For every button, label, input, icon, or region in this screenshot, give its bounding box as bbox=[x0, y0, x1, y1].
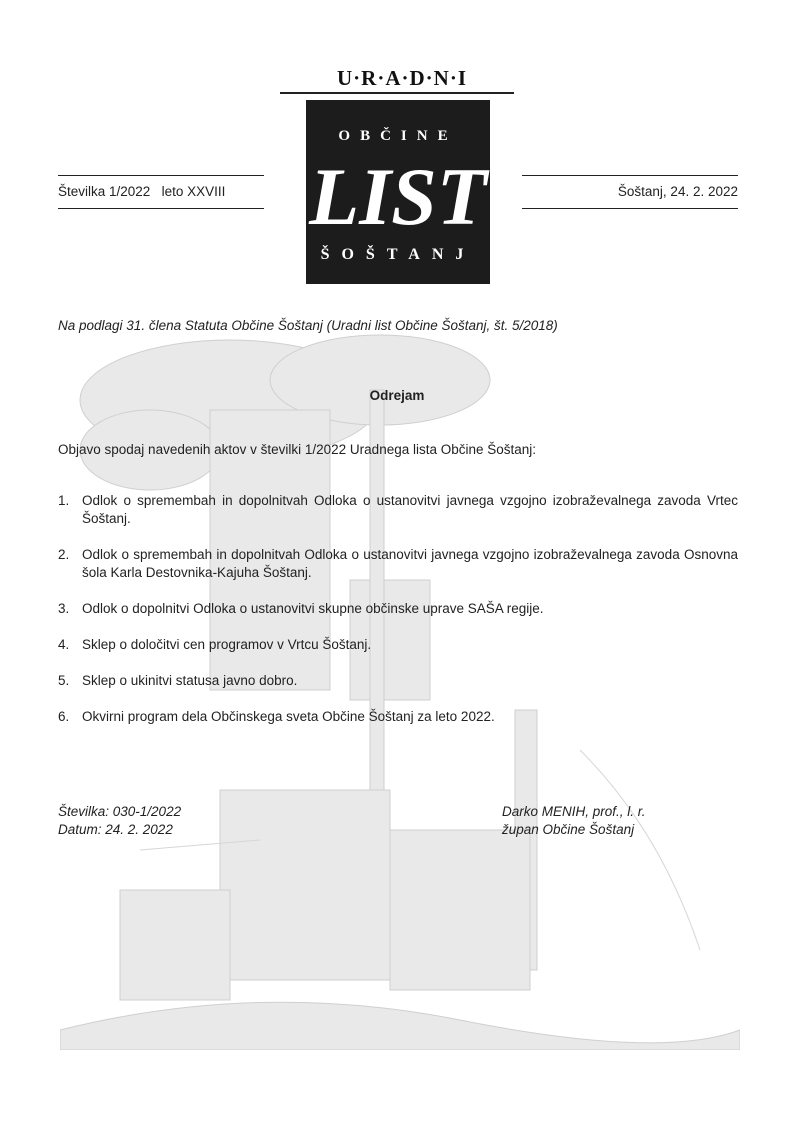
legal-basis: Na podlagi 31. člena Statuta Občine Šoštanj (Uradni list Občine Šoštanj, št. 5/2018) bbox=[58, 318, 558, 333]
svg-text:LIST: LIST bbox=[309, 151, 487, 240]
reference-number: Številka: 030-1/2022 bbox=[58, 804, 182, 819]
reference-date: Datum: 24. 2. 2022 bbox=[58, 822, 173, 837]
list-item bbox=[58, 492, 738, 528]
list-item-number: 3. bbox=[58, 601, 70, 616]
logo-obcine: OBČINE bbox=[338, 128, 458, 144]
issue-place-date: Šoštanj, 24. 2. 2022 bbox=[617, 184, 738, 199]
issue-number-volume bbox=[58, 184, 225, 199]
list-item-number: 2. bbox=[58, 547, 70, 562]
acts-list bbox=[58, 492, 738, 726]
list-item-text: Odlok o spremembah in dopolnitvah Odloka o ustanovitvi javnega vzgojno izobraževalnega zavoda Vrtec Šoštanj. bbox=[82, 493, 738, 526]
list-item-text: Sklep o ukinitvi statusa javno dobro. bbox=[82, 673, 298, 688]
list-item-text: Odlok o dopolnitvi Odloka o ustanovitvi skupne občinske uprave SAŠA regije. bbox=[82, 601, 544, 616]
header-rule-left-bottom bbox=[58, 208, 264, 209]
logo-sostanj: ŠOŠTANJ bbox=[320, 246, 476, 263]
list-item-text: Odlok o spremembah in dopolnitvah Odloka o ustanovitvi javnega vzgojno izobraževalnega zavoda Osnovna šola Karla Destovnika-Kajuha Šoštanj. bbox=[82, 547, 738, 580]
reference-block bbox=[58, 803, 181, 839]
list-item bbox=[58, 672, 738, 690]
masthead-uradni: U·R·A·D·N·I bbox=[336, 66, 468, 90]
header-rule-right-top bbox=[522, 175, 738, 176]
logo-list-mark bbox=[306, 150, 490, 240]
header-rule-right-bottom bbox=[522, 208, 738, 209]
list-item-number: 1. bbox=[58, 493, 70, 508]
list-item-text: Okvirni program dela Občinskega sveta Občine Šoštanj za leto 2022. bbox=[82, 709, 495, 724]
signatory-role: župan Občine Šoštanj bbox=[502, 822, 635, 837]
signatory-name: Darko MENIH, prof., l. r. bbox=[502, 804, 646, 819]
issue-number: Številka 1/2022 bbox=[58, 184, 151, 199]
list-item bbox=[58, 636, 738, 654]
list-item-number: 5. bbox=[58, 673, 70, 688]
list-item bbox=[58, 546, 738, 582]
list-item-text: Sklep o določitvi cen programov v Vrtcu Šoštanj. bbox=[82, 637, 372, 652]
lead-paragraph: Objavo spodaj navedenih aktov v številki 1/2022 Uradnega lista Občine Šoštanj: bbox=[58, 442, 537, 457]
list-item-number: 6. bbox=[58, 709, 70, 724]
list-item bbox=[58, 708, 738, 726]
document-title: Odrejam bbox=[369, 388, 425, 403]
header-rule-left-top bbox=[58, 175, 264, 176]
issue-volume: leto XXVIII bbox=[161, 184, 226, 199]
list-item bbox=[58, 600, 738, 618]
masthead-logo bbox=[306, 100, 490, 284]
masthead-rule bbox=[280, 92, 514, 94]
signatory-block bbox=[502, 803, 646, 839]
list-item-number: 4. bbox=[58, 637, 70, 652]
